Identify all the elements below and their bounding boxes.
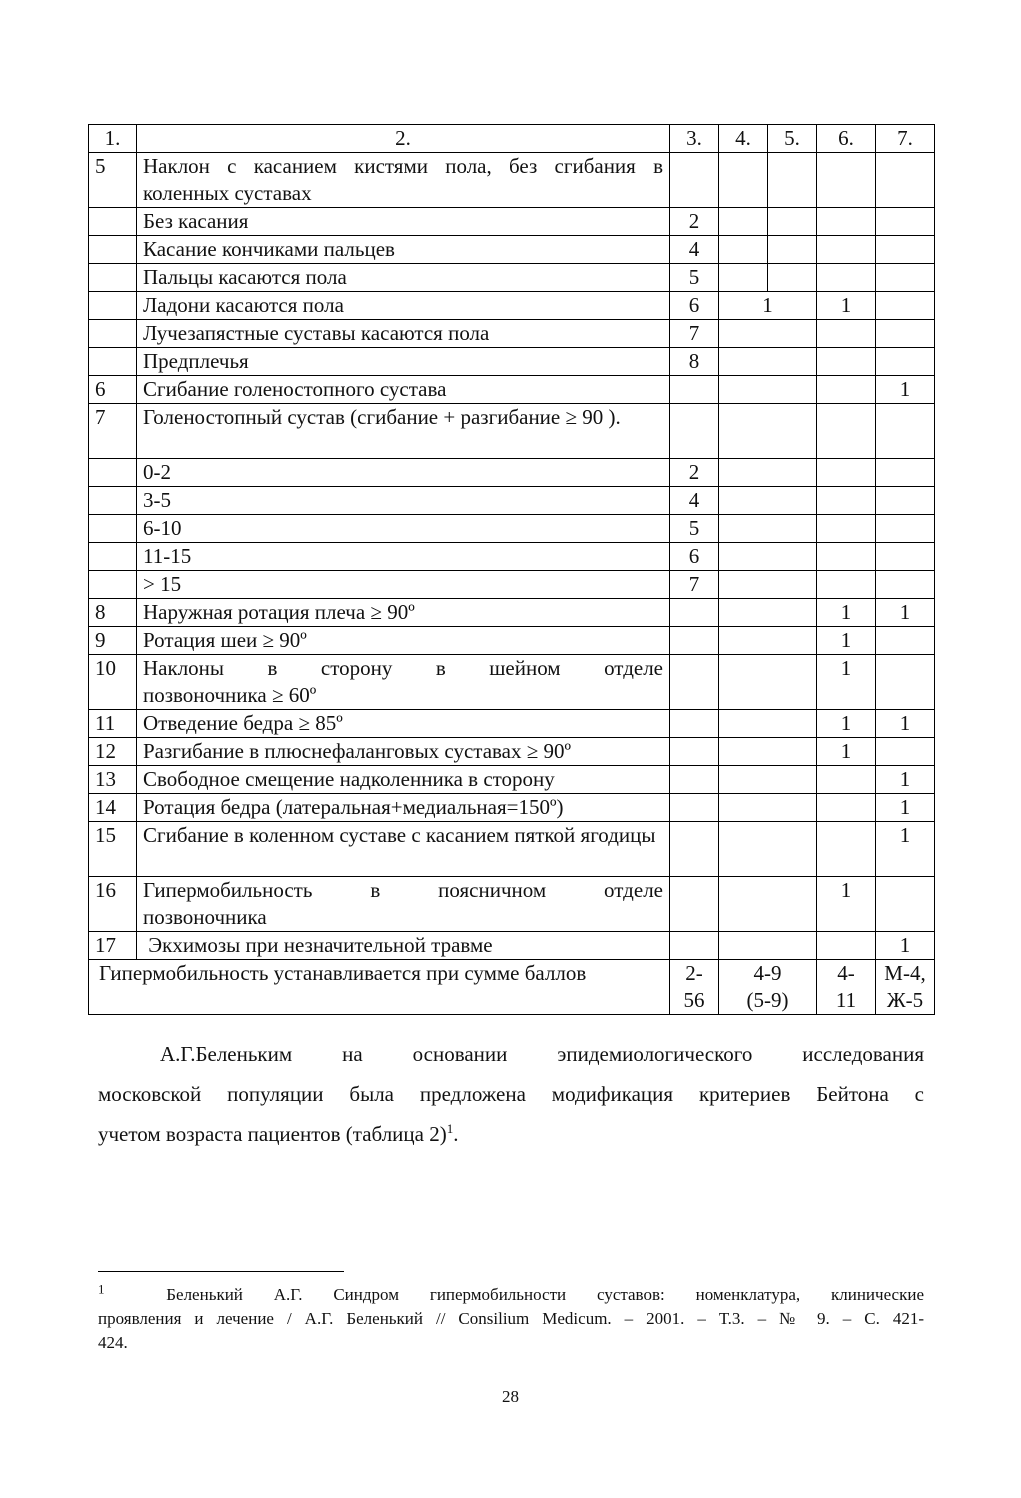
- score-cell: 1: [817, 655, 876, 710]
- row-description: Разгибание в плюснефаланговых суставах ≥ 90º: [137, 738, 670, 766]
- row-number: [89, 487, 137, 515]
- table-row: [89, 153, 935, 208]
- header-cell: 6.: [817, 125, 876, 153]
- score-cell: [817, 320, 876, 348]
- table-row: [89, 766, 935, 794]
- footer-threshold-line: 11: [835, 988, 857, 1012]
- header-cell: 7.: [876, 125, 935, 153]
- score-cell: [817, 376, 876, 404]
- score-cell: [719, 655, 817, 710]
- row-number: 17: [89, 932, 137, 960]
- score-cell: 1: [719, 292, 817, 320]
- row-description: Ладони касаются пола: [137, 292, 670, 320]
- table-row: [89, 320, 935, 348]
- score-cell: [719, 766, 817, 794]
- paragraph-line: [98, 1114, 924, 1154]
- score-cell: [768, 208, 817, 236]
- row-number: 7: [89, 404, 137, 459]
- score-cell: [817, 515, 876, 543]
- header-cell: 1.: [89, 125, 137, 153]
- score-cell: [876, 404, 935, 459]
- score-cell: [719, 627, 817, 655]
- score-cell: 1: [817, 738, 876, 766]
- score-cell: [719, 738, 817, 766]
- score-cell: [719, 348, 817, 376]
- score-cell: [876, 487, 935, 515]
- footnote-line: проявления и лечение / А.Г. Беленький // Consilium Medicum. – 2001. – Т.3. – № 9. – С. 421-: [98, 1309, 924, 1328]
- score-cell: [817, 404, 876, 459]
- table-row: [89, 877, 935, 932]
- score-cell: [876, 627, 935, 655]
- header-cell: 4.: [719, 125, 768, 153]
- score-cell: [719, 487, 817, 515]
- row-number: [89, 236, 137, 264]
- score-cell: 4: [670, 487, 719, 515]
- row-description: Экхимозы при незначительной травме: [137, 932, 670, 960]
- score-cell: 1: [876, 932, 935, 960]
- page-number: 28: [502, 1387, 519, 1406]
- score-cell: [817, 794, 876, 822]
- row-number: 16: [89, 877, 137, 932]
- row-description-line: позвоночника: [143, 905, 267, 929]
- score-cell: [817, 153, 876, 208]
- score-cell: [670, 766, 719, 794]
- score-cell: [719, 822, 817, 877]
- footer-threshold-line: (5-9): [746, 988, 789, 1012]
- footer-threshold-line: 2-: [685, 961, 703, 985]
- row-description: Сгибание голеностопного сустава: [137, 376, 670, 404]
- score-cell: [719, 794, 817, 822]
- header-cell: 2.: [137, 125, 670, 153]
- score-cell: [670, 599, 719, 627]
- row-description: Без касания: [137, 208, 670, 236]
- score-cell: [876, 236, 935, 264]
- table-row: [89, 822, 935, 877]
- footer-threshold-line: 4-: [837, 961, 855, 985]
- table-row: [89, 543, 935, 571]
- footer-threshold: [817, 960, 876, 1015]
- row-number: [89, 320, 137, 348]
- table-row: [89, 292, 935, 320]
- score-cell: 1: [876, 376, 935, 404]
- score-cell: 4: [670, 236, 719, 264]
- footer-threshold: [670, 960, 719, 1015]
- score-cell: 1: [876, 794, 935, 822]
- score-cell: [817, 264, 876, 292]
- table-row: [89, 655, 935, 710]
- row-description: Предплечья: [137, 348, 670, 376]
- score-cell: [817, 571, 876, 599]
- table-row: [89, 710, 935, 738]
- score-cell: [719, 376, 817, 404]
- footnote-text: Беленький А.Г. Синдром гипермобильности суставов: номенклатура, клинические: [166, 1285, 924, 1304]
- table-row: [89, 487, 935, 515]
- score-cell: [876, 153, 935, 208]
- score-cell: [719, 571, 817, 599]
- score-cell: [670, 627, 719, 655]
- row-description: > 15: [137, 571, 670, 599]
- score-cell: [670, 877, 719, 932]
- table-header-row: [89, 125, 935, 153]
- score-cell: [817, 487, 876, 515]
- row-description-line: Наклоны в сторону в шейном отделе: [143, 656, 663, 680]
- row-description: Ротация шеи ≥ 90º: [137, 627, 670, 655]
- criteria-table: [88, 124, 935, 1015]
- score-cell: 8: [670, 348, 719, 376]
- footer-threshold: [876, 960, 935, 1015]
- score-cell: [670, 710, 719, 738]
- score-cell: [768, 153, 817, 208]
- row-description: Свободное смещение надколенника в сторону: [137, 766, 670, 794]
- header-cell: 5.: [768, 125, 817, 153]
- row-number: [89, 292, 137, 320]
- score-cell: [670, 655, 719, 710]
- score-cell: [719, 320, 817, 348]
- score-cell: [719, 599, 817, 627]
- table-row: [89, 599, 935, 627]
- row-number: [89, 571, 137, 599]
- row-description: Пальцы касаются пола: [137, 264, 670, 292]
- row-number: 6: [89, 376, 137, 404]
- table-row: [89, 738, 935, 766]
- score-cell: [719, 208, 768, 236]
- row-number: 10: [89, 655, 137, 710]
- score-cell: 1: [817, 877, 876, 932]
- score-cell: 1: [876, 822, 935, 877]
- score-cell: 1: [817, 627, 876, 655]
- score-cell: 1: [817, 599, 876, 627]
- score-cell: [876, 515, 935, 543]
- paragraph-text: учетом возраста пациентов (таблица 2): [98, 1122, 447, 1146]
- score-cell: [719, 515, 817, 543]
- score-cell: [670, 794, 719, 822]
- score-cell: [876, 571, 935, 599]
- paragraph-line: А.Г.Беленьким на основании эпидемиологического исследования: [160, 1042, 924, 1066]
- score-cell: [719, 264, 768, 292]
- row-description: Ротация бедра (латеральная+медиальная=150º): [137, 794, 670, 822]
- row-number: [89, 543, 137, 571]
- score-cell: 1: [876, 599, 935, 627]
- score-cell: 7: [670, 320, 719, 348]
- score-cell: [670, 738, 719, 766]
- row-description: Касание кончиками пальцев: [137, 236, 670, 264]
- table-row: [89, 932, 935, 960]
- score-cell: [817, 208, 876, 236]
- score-cell: [670, 153, 719, 208]
- score-cell: [817, 766, 876, 794]
- score-cell: [876, 738, 935, 766]
- table-row: [89, 459, 935, 487]
- score-cell: [719, 404, 817, 459]
- score-cell: [719, 459, 817, 487]
- footnote-reference: 1: [446, 1121, 454, 1136]
- score-cell: 2: [670, 459, 719, 487]
- score-cell: [876, 292, 935, 320]
- score-cell: 1: [817, 292, 876, 320]
- score-cell: [876, 543, 935, 571]
- score-cell: 6: [670, 292, 719, 320]
- score-cell: [876, 208, 935, 236]
- row-number: [89, 264, 137, 292]
- row-number: 8: [89, 599, 137, 627]
- table-row: [89, 794, 935, 822]
- score-cell: [719, 543, 817, 571]
- paragraph-line: московской популяции была предложена модификация критериев Бейтона с: [98, 1082, 924, 1106]
- row-description: Голеностопный сустав (сгибание + разгибание ≥ 90 ).: [137, 404, 670, 459]
- score-cell: 5: [670, 264, 719, 292]
- row-number: [89, 208, 137, 236]
- body-paragraph: [98, 1034, 924, 1154]
- row-number: 11: [89, 710, 137, 738]
- footer-threshold-line: Ж-5: [886, 988, 924, 1012]
- footnote: [98, 1283, 924, 1355]
- score-cell: [876, 264, 935, 292]
- row-description: 11-15: [137, 543, 670, 571]
- table-row: [89, 236, 935, 264]
- score-cell: [719, 877, 817, 932]
- score-cell: [876, 877, 935, 932]
- score-cell: 5: [670, 515, 719, 543]
- table-footer-row: [89, 960, 935, 1015]
- score-cell: [817, 236, 876, 264]
- row-number: 12: [89, 738, 137, 766]
- table-row: [89, 376, 935, 404]
- score-cell: [876, 320, 935, 348]
- row-description: [137, 877, 670, 932]
- row-description: Наружная ротация плеча ≥ 90º: [137, 599, 670, 627]
- footer-label: Гипермобильность устанавливается при сумме баллов: [89, 960, 670, 1015]
- score-cell: [876, 459, 935, 487]
- table-row: [89, 627, 935, 655]
- score-cell: [817, 348, 876, 376]
- score-cell: 7: [670, 571, 719, 599]
- row-description-line: Гипермобильность в поясничном отделе: [143, 878, 663, 902]
- row-description: 3-5: [137, 487, 670, 515]
- score-cell: 2: [670, 208, 719, 236]
- score-cell: [817, 543, 876, 571]
- row-number: [89, 459, 137, 487]
- row-number: [89, 515, 137, 543]
- footnote-separator: [98, 1271, 344, 1272]
- score-cell: 1: [876, 766, 935, 794]
- score-cell: 1: [817, 710, 876, 738]
- footnote-mark: 1: [98, 1281, 105, 1297]
- row-description: Лучезапястные суставы касаются пола: [137, 320, 670, 348]
- score-cell: [876, 655, 935, 710]
- score-cell: 6: [670, 543, 719, 571]
- score-cell: [670, 404, 719, 459]
- row-number: [89, 348, 137, 376]
- score-cell: [768, 264, 817, 292]
- row-number: 13: [89, 766, 137, 794]
- footnote-line: [98, 1283, 924, 1307]
- score-cell: [817, 932, 876, 960]
- row-number: 14: [89, 794, 137, 822]
- table-row: [89, 404, 935, 459]
- score-cell: [670, 822, 719, 877]
- score-cell: [817, 459, 876, 487]
- row-number: 5: [89, 153, 137, 208]
- footer-threshold-line: 4-9: [753, 961, 782, 985]
- table-row: [89, 264, 935, 292]
- score-cell: [719, 932, 817, 960]
- score-cell: [719, 153, 768, 208]
- score-cell: [876, 348, 935, 376]
- row-number: 15: [89, 822, 137, 877]
- table-row: [89, 348, 935, 376]
- score-cell: [670, 932, 719, 960]
- score-cell: [670, 376, 719, 404]
- score-cell: [719, 236, 768, 264]
- row-description-line: позвоночника ≥ 60º: [143, 683, 317, 707]
- row-description: [137, 655, 670, 710]
- footer-threshold-line: М-4,: [884, 961, 926, 985]
- footer-threshold: [719, 960, 817, 1015]
- table-row: [89, 515, 935, 543]
- row-number: 9: [89, 627, 137, 655]
- row-description: 0-2: [137, 459, 670, 487]
- header-cell: 3.: [670, 125, 719, 153]
- footnote-line: 424.: [98, 1333, 128, 1352]
- score-cell: [768, 236, 817, 264]
- row-description: Сгибание в коленном суставе с касанием пяткой ягодицы: [137, 822, 670, 877]
- row-description: 6-10: [137, 515, 670, 543]
- score-cell: [817, 822, 876, 877]
- row-description: Наклон с касанием кистями пола, без сгибания в коленных суставах: [137, 153, 670, 208]
- table-row: [89, 571, 935, 599]
- footer-threshold-line: 56: [683, 988, 705, 1012]
- row-description: Отведение бедра ≥ 85º: [137, 710, 670, 738]
- paragraph-end: .: [453, 1122, 459, 1146]
- score-cell: 1: [876, 710, 935, 738]
- score-cell: [719, 710, 817, 738]
- table-row: [89, 208, 935, 236]
